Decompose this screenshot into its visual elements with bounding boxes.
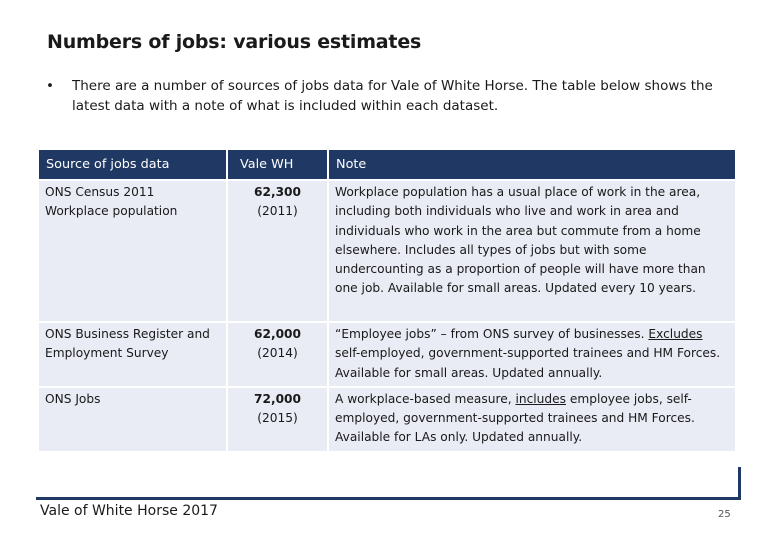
note-emphasis: includes bbox=[515, 391, 566, 406]
row-source: ONS Business Register and Employment Survey bbox=[39, 322, 227, 387]
intro-bullet bbox=[46, 76, 726, 116]
table-row bbox=[39, 180, 735, 322]
row-value-year: (2015) bbox=[257, 411, 298, 426]
row-value-year: (2014) bbox=[257, 346, 298, 361]
header-vale-wh: Vale WH bbox=[227, 150, 328, 180]
row-note bbox=[328, 322, 735, 387]
row-value bbox=[227, 322, 328, 387]
row-value bbox=[227, 180, 328, 322]
table-header-row bbox=[39, 150, 735, 180]
intro-text: There are a number of sources of jobs data for Vale of White Horse. The table below shows the latest data with a note of what is included within each dataset. bbox=[72, 78, 713, 114]
jobs-table bbox=[39, 150, 735, 451]
footer-divider-vertical bbox=[738, 467, 741, 500]
note-text: employee jobs, self-employed, government-supported trainees and HM Forces. Available for LAs only. Updated annually. bbox=[335, 391, 695, 445]
row-value-year: (2011) bbox=[257, 204, 298, 219]
row-value bbox=[227, 387, 328, 451]
footer-divider bbox=[36, 497, 741, 500]
bullet-icon: • bbox=[46, 78, 54, 94]
footer-text: Vale of White Horse 2017 bbox=[40, 503, 218, 519]
row-value-number: 62,300 bbox=[253, 185, 302, 199]
row-note: Workplace population has a usual place of work in the area, including both individuals who live and work in area and individuals who work in the area but commute from a home elsewhere. Includes all types of jobs but with some undercounting as a proportion of people will have more than one job. Available for small areas. Updated every 10 years. bbox=[328, 180, 735, 322]
row-source: ONS Census 2011 Workplace population bbox=[39, 180, 227, 322]
table-row bbox=[39, 322, 735, 387]
page-number: 25 bbox=[718, 509, 731, 520]
note-emphasis: Excludes bbox=[648, 327, 703, 341]
note-text: “Employee jobs” – from ONS survey of businesses. bbox=[335, 327, 649, 341]
slide-title: Numbers of jobs: various estimates bbox=[47, 31, 422, 53]
row-source: ONS Jobs bbox=[39, 387, 227, 451]
header-source: Source of jobs data bbox=[39, 150, 227, 180]
row-value-number: 62,000 bbox=[253, 327, 302, 341]
row-note bbox=[328, 387, 735, 451]
row-value-number: 72,000 bbox=[253, 391, 302, 406]
table-row bbox=[39, 387, 735, 451]
note-text: self-employed, government-supported trainees and HM Forces. Available for small areas. Updated annually. bbox=[335, 346, 721, 380]
header-note: Note bbox=[328, 150, 735, 180]
note-text: A workplace-based measure, bbox=[335, 391, 516, 406]
